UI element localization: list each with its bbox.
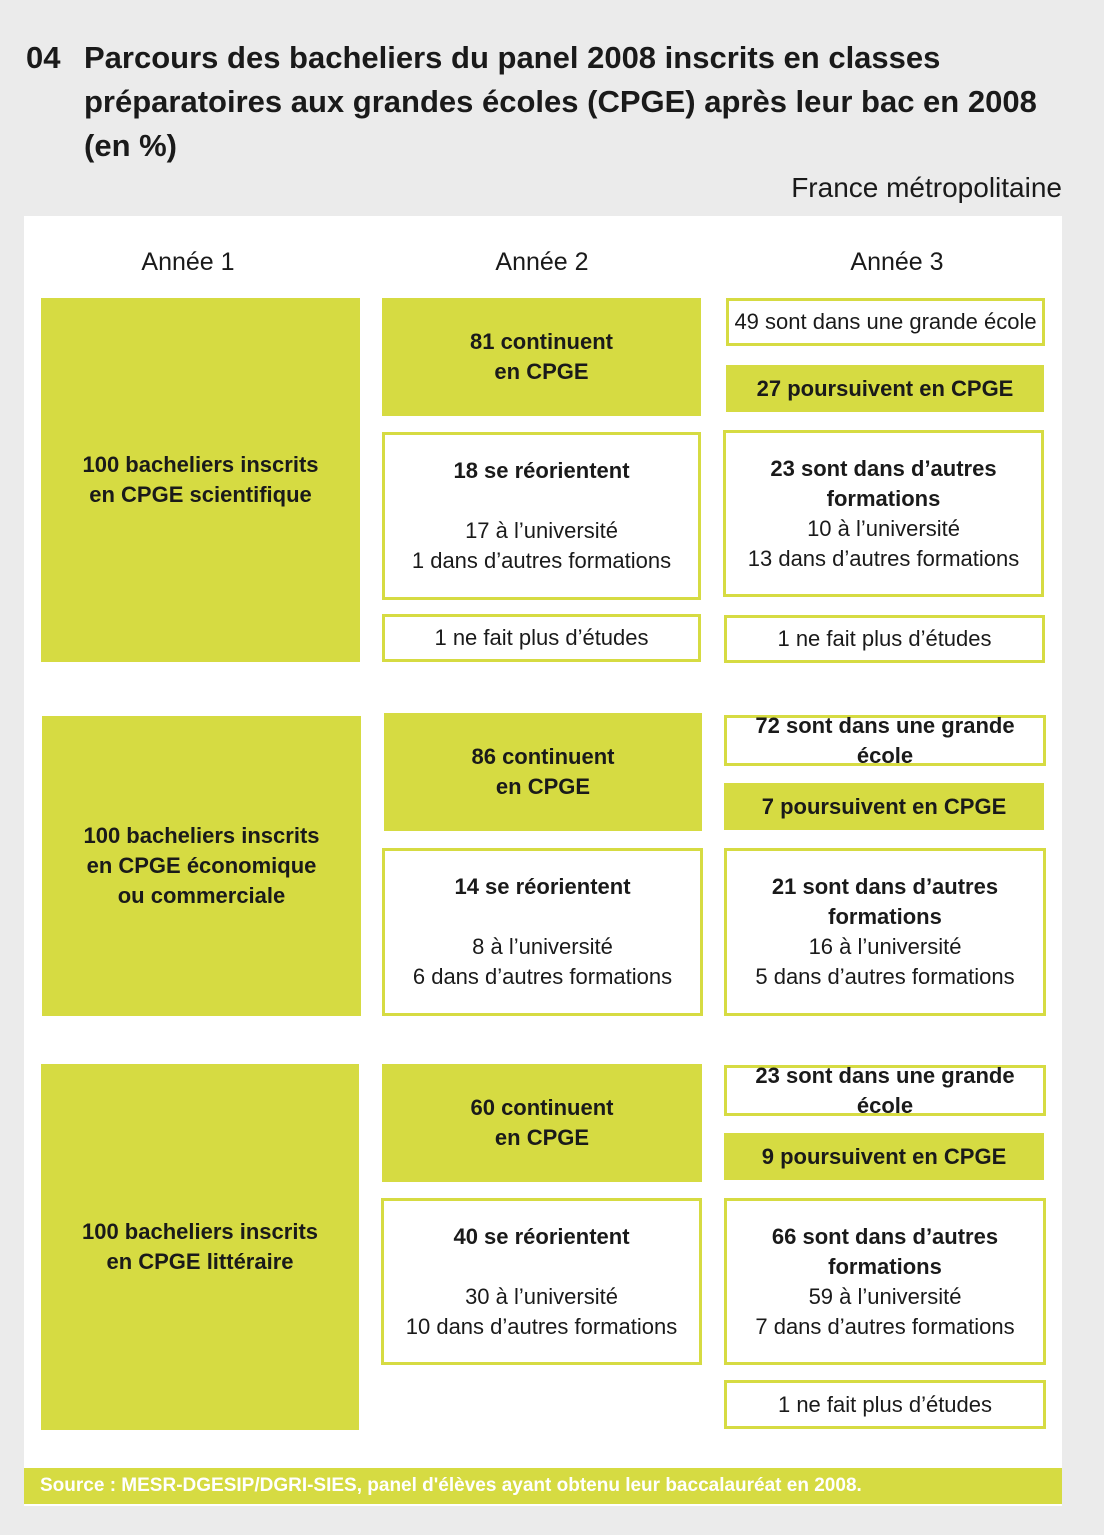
reorient-detail: 17 à l’université [465,518,618,543]
reorient-title: 14 se réorientent [454,874,631,899]
year3-grande-ecole-box [724,712,1046,768]
year1-line: ou commerciale [117,883,286,908]
reorient-detail: 8 à l’université [472,934,613,959]
year1-box-litteraire [41,1064,359,1430]
reorient-detail: 1 dans d’autres formations [411,548,672,573]
year3-stop-box [724,1380,1046,1429]
other-detail: 7 dans d’autres formations [755,1313,1015,1339]
stop-label: 1 ne fait plus d’études [777,1391,993,1417]
year2-reorient-box [381,1198,702,1365]
year1-line: en CPGE littéraire [106,1249,294,1274]
other-detail: 16 à l’université [808,934,962,959]
reorient-detail: 30 à l’université [465,1283,618,1309]
year3-other-box [724,848,1046,1016]
year2-continue-box [382,298,701,416]
figure-number: 04 [26,40,61,75]
figure-title: Parcours des bacheliers du panel 2008 inscrits en classes préparatoires aux grandes écoles (CPGE) après leur bac en 2008 (en %) [84,40,1037,163]
column-header-year2: Année 2 [495,248,589,276]
reorient-detail: 6 dans d’autres formations [412,964,673,989]
scope-label: France métropolitaine [791,172,1062,203]
reorient-title: 40 se réorientent [453,1223,630,1249]
year3-grande-ecole-box [724,1062,1046,1118]
cpge-label: 9 poursuivent en CPGE [761,1143,1007,1169]
year3-stop-box [724,615,1045,663]
other-title: formations [826,485,941,511]
year1-line: 100 bacheliers inscrits [83,823,320,848]
year3-cpge-box [724,1133,1044,1180]
other-title: formations [828,1253,942,1279]
year2-reorient-box [382,848,703,1016]
continue-line: en CPGE [495,774,591,799]
continue-line: 60 continuent [470,1095,614,1120]
column-header-year3: Année 3 [850,248,944,276]
year2-continue-box [384,713,702,831]
continue-line: 86 continuent [471,744,615,769]
other-title: 23 sont dans d’autres [770,455,997,481]
grande-ecole-label: 49 sont dans une grande école [734,309,1037,334]
column-header-year1: Année 1 [141,248,235,276]
continue-line: en CPGE [494,359,589,384]
stop-label: 1 ne fait plus d’études [434,625,649,650]
continue-line: en CPGE [494,1125,590,1150]
year1-line: 100 bacheliers inscrits [82,452,319,477]
other-detail: 5 dans d’autres formations [755,964,1015,989]
other-detail: 13 dans d’autres formations [747,545,1020,571]
cpge-label: 27 poursuivent en CPGE [756,375,1014,401]
reorient-title: 18 se réorientent [453,458,630,483]
year2-reorient-box [382,432,701,600]
year3-cpge-box [726,365,1044,412]
other-detail: 59 à l’université [808,1283,962,1309]
year3-other-box [724,1198,1046,1365]
reorient-detail: 10 dans d’autres formations [405,1313,678,1339]
year3-grande-ecole-box [726,298,1045,346]
other-title: 21 sont dans d’autres [771,874,999,899]
year1-box-scientifique [41,298,360,662]
continue-line: 81 continuent [469,329,613,354]
year3-other-box [723,430,1044,597]
cpge-label: 7 poursuivent en CPGE [761,793,1007,819]
source-note: Source : MESR-DGESIP/DGRI-SIES, panel d'élèves ayant obtenu leur baccalauréat en 2008. [24,1468,1062,1504]
other-title: formations [828,904,942,929]
other-detail: 10 à l’université [807,515,960,541]
grande-ecole-label: 23 sont dans une grande école [755,1062,1015,1118]
year1-line: en CPGE scientifique [89,482,312,507]
year2-stop-box [382,614,701,662]
year2-continue-box [382,1064,702,1182]
other-title: 66 sont dans d’autres [771,1223,999,1249]
year1-line: en CPGE économique [86,853,317,878]
year1-box-economique [42,716,361,1016]
grande-ecole-label: 72 sont dans une grande école [755,712,1015,768]
year1-line: 100 bacheliers inscrits [81,1219,319,1244]
year3-cpge-box [724,783,1044,830]
stop-label: 1 ne fait plus d’études [777,626,992,651]
